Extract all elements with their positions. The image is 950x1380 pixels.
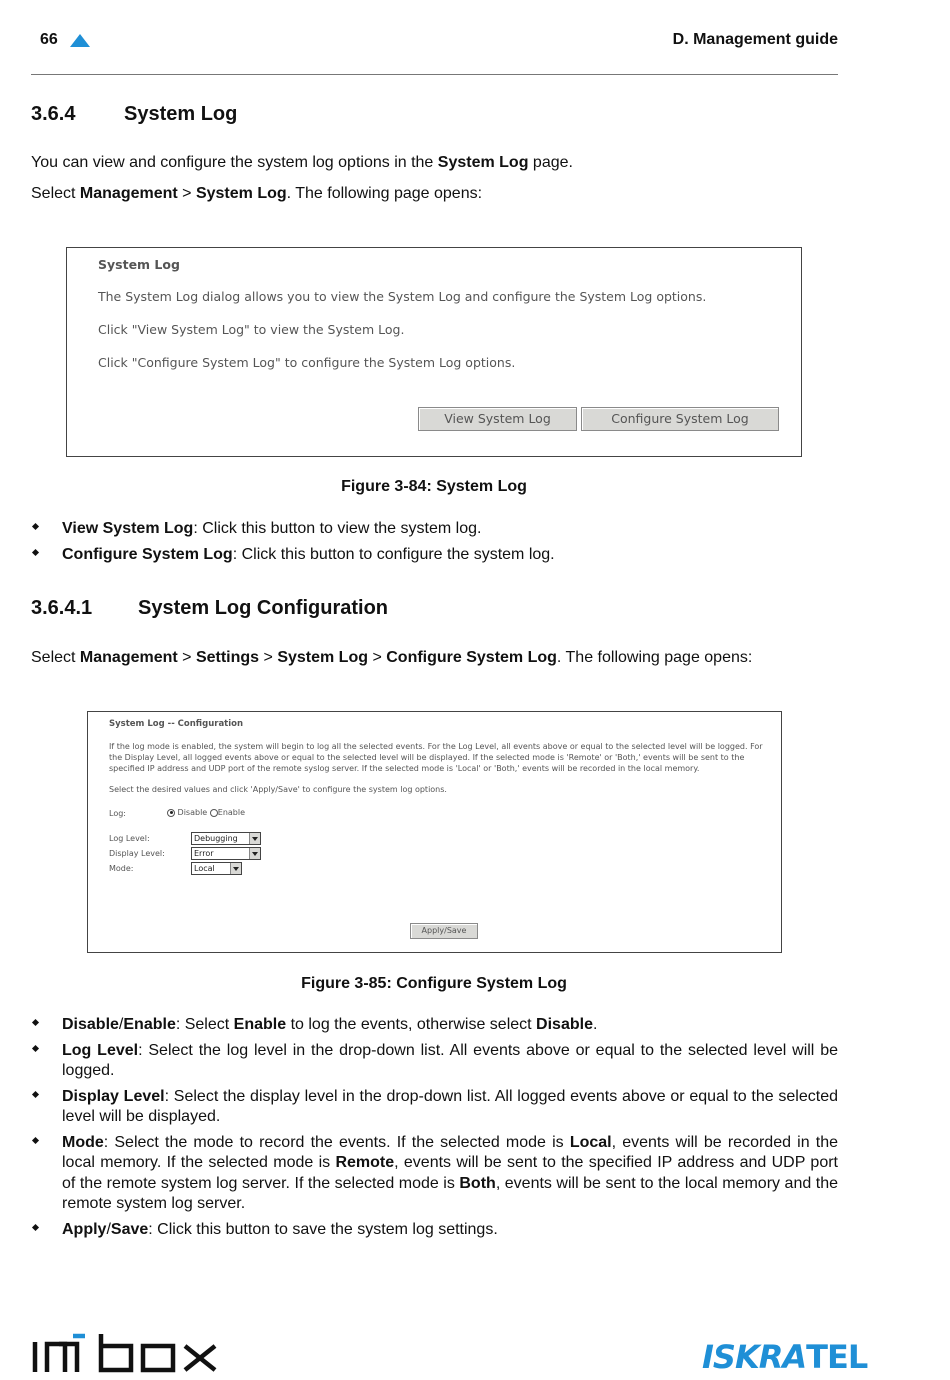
bold-text: Apply — [62, 1220, 107, 1238]
mode-label: Mode: — [109, 864, 134, 873]
list-item — [31, 1087, 838, 1128]
section-heading — [31, 103, 237, 126]
bold-text: Disable — [62, 1016, 119, 1033]
page-number: 66 — [40, 31, 58, 48]
diamond-bullet-icon — [32, 1223, 39, 1230]
dropdown-arrow-icon — [249, 848, 260, 859]
text: : Select the mode to record the events. If the selected mode is — [103, 1133, 570, 1151]
text: . — [592, 1016, 598, 1033]
text: , events will be sent to the specified IP address and UDP port of the remote system log server. If the selected mode is — [62, 1154, 838, 1192]
enable-label: Enable — [217, 808, 246, 817]
text: > — [177, 649, 196, 666]
bold-text: System Log — [195, 185, 287, 202]
text: > — [259, 649, 278, 666]
disable-radio[interactable] — [167, 809, 175, 817]
bold-text: Enable — [233, 1016, 287, 1033]
select-value: Debugging — [194, 834, 238, 843]
log-level-select[interactable] — [191, 832, 261, 845]
list-item — [31, 1133, 838, 1215]
bold-text: Settings — [195, 649, 260, 666]
diamond-bullet-icon — [32, 548, 39, 555]
text: > — [368, 649, 387, 666]
text: . The following page opens: — [556, 649, 753, 666]
bold-text: Display Level — [62, 1087, 165, 1105]
bold-text: Configure System Log — [62, 545, 233, 563]
bold-text: Enable — [123, 1016, 176, 1033]
view-system-log-button[interactable]: View System Log — [418, 407, 577, 431]
bold-text: Remote — [335, 1154, 395, 1171]
select-value: Local — [194, 864, 215, 873]
list-item — [31, 519, 838, 540]
intro-paragraph — [31, 153, 573, 173]
triangle-icon — [70, 34, 90, 47]
diamond-bullet-icon — [32, 1136, 39, 1143]
disable-label: Disable — [177, 808, 208, 817]
bold-text: View System Log — [62, 520, 194, 537]
dialog-line: Click "Configure System Log" to configure the System Log options. — [98, 355, 516, 370]
apply-save-button[interactable]: Apply/Save — [410, 923, 478, 939]
select-paragraph — [31, 184, 482, 204]
dropdown-arrow-icon — [230, 863, 241, 874]
text: : Select — [175, 1016, 234, 1033]
text: , events will be recorded in the local memory. If the selected mode is — [62, 1133, 839, 1171]
bold-text: Log Level — [62, 1041, 139, 1059]
dialog-instruction: Select the desired values and click 'Apply/Save' to configure the system log options. — [109, 785, 447, 794]
section-title: System Log — [124, 103, 238, 125]
list-item — [31, 1220, 838, 1241]
bullet-list — [31, 519, 838, 570]
section-title: System Log Configuration — [138, 597, 388, 619]
list-item — [31, 1041, 838, 1082]
bold-text: System Log — [437, 154, 529, 171]
list-item — [31, 1015, 838, 1036]
bold-text: Both — [459, 1174, 496, 1192]
log-label: Log: — [109, 809, 126, 818]
dialog-line: The System Log dialog allows you to view the System Log and configure the System Log options. — [98, 289, 707, 304]
text: : Click this button to save the system log settings. — [148, 1220, 498, 1238]
bold-text: Local — [569, 1133, 612, 1151]
text: / — [106, 1220, 111, 1238]
header-title: D. Management guide — [672, 31, 838, 48]
dropdown-arrow-icon — [249, 833, 260, 844]
system-log-screenshot — [66, 247, 802, 457]
display-level-label: Display Level: — [109, 849, 165, 858]
text: : Select the log level in the drop-down list. All events above or equal to the selected level will be logged. — [62, 1041, 839, 1079]
text: , events will be sent to the local memory and the remote system log server. — [62, 1174, 838, 1212]
text: : Click this button to configure the system log. — [232, 545, 555, 563]
bold-text: Mode — [62, 1133, 104, 1151]
diamond-bullet-icon — [32, 1019, 39, 1026]
dialog-description: If the log mode is enabled, the system will begin to log all the selected events. For the Log Level, all events above or equal to the selected level will be logged. For the Display Level, all logged events above or equal to the selected level will be displayed. If the selected mode is 'Remote' or 'Both,' events will be sent to the specified IP address and UDP port of the remote syslog server. If the selected mode is 'Local' or 'Both,' events will be recorded in the local memory. — [109, 742, 763, 773]
diamond-bullet-icon — [32, 523, 39, 530]
figure-caption: Figure 3-85: Configure System Log — [301, 975, 567, 992]
bold-text: Save — [110, 1220, 149, 1238]
diamond-bullet-icon — [32, 1090, 39, 1097]
figure-caption: Figure 3-84: System Log — [341, 478, 527, 495]
text: page. — [528, 154, 573, 171]
diamond-bullet-icon — [32, 1044, 39, 1051]
text: : Click this button to view the system log. — [193, 520, 482, 537]
log-level-label: Log Level: — [109, 834, 150, 843]
text: > — [177, 185, 196, 202]
dialog-line: Click "View System Log" to view the System Log. — [98, 322, 405, 337]
dialog-title: System Log -- Configuration — [109, 719, 244, 729]
log-radio-group — [167, 808, 245, 817]
section-number: 3.6.4 — [31, 103, 76, 125]
dialog-title: System Log — [98, 257, 180, 272]
text: / — [118, 1016, 124, 1033]
imbox-logo — [31, 1330, 231, 1380]
bold-text: Management — [79, 185, 178, 202]
select-paragraph — [31, 648, 752, 668]
configure-system-log-screenshot — [87, 711, 782, 953]
configure-system-log-button[interactable]: Configure System Log — [581, 407, 779, 431]
text: : Select the display level in the drop-down list. All logged events above or equal to the selected level will be displayed. — [62, 1087, 838, 1125]
text: to log the events, otherwise select — [286, 1016, 537, 1033]
bold-text: System Log — [277, 649, 368, 666]
bold-text: Management — [79, 649, 178, 666]
section-number: 3.6.4.1 — [31, 597, 93, 619]
text: . The following page opens: — [286, 185, 483, 202]
text: You can view and configure the system log options in the — [31, 154, 438, 171]
subsection-heading — [31, 597, 388, 620]
iskratel-logo: ISKRATEL — [702, 1338, 868, 1376]
bold-text: Disable — [536, 1016, 593, 1033]
bold-text: Configure System Log — [386, 649, 557, 666]
select-value: Error — [194, 849, 214, 858]
enable-radio[interactable] — [210, 809, 218, 817]
list-item — [31, 545, 838, 566]
mode-select[interactable] — [191, 862, 242, 875]
text: Select — [31, 185, 80, 202]
display-level-select[interactable] — [191, 847, 261, 860]
bullet-list — [31, 1015, 838, 1245]
text: Select — [31, 649, 80, 666]
header-divider — [31, 74, 838, 75]
